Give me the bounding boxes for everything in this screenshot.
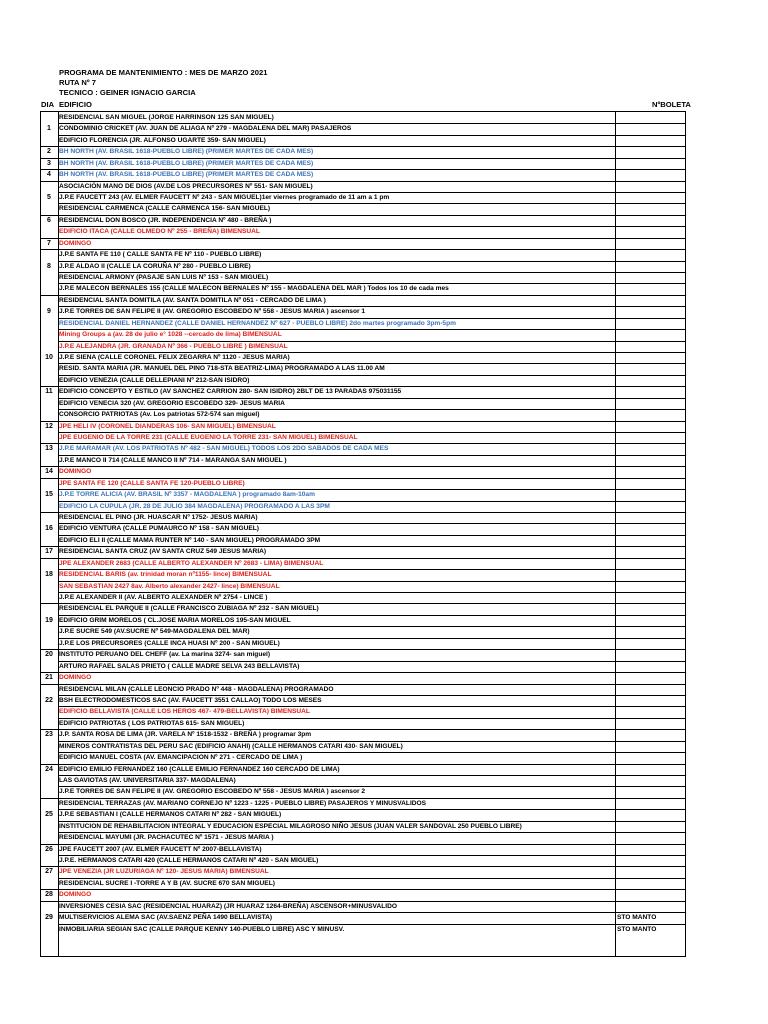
building-cell: EDIFICIO GRIM MORELOS ( CL.JOSE MARIA MORELOS 195-SAN MIGUEL (59, 617, 291, 624)
day-cell: 15 (45, 491, 53, 498)
table-row (41, 238, 685, 249)
building-cell: BSH ELECTRODOMESTICOS SAC (AV. FAUCETT 3551 CALLAO) TODO LOS MESES (59, 697, 322, 704)
day-cell: 18 (45, 571, 53, 578)
building-cell: J.P.E TORRES DE SAN FELIPE II (AV. GREGORIO ESCOBEDO Nº 558 - JESUS MARIA ) ascensor 2 (59, 788, 366, 795)
table-row (41, 741, 685, 752)
building-cell: RESIDENCIAL DANIEL HERNANDEZ (CALLE DANIEL HERNANDEZ Nº 627 - PUEBLO LIBRE) 2do martes programado 3pm-5pm (59, 320, 456, 327)
building-cell: JPE SANTA FE 120 (CALLE SANTA FE 120-PUEBLO LIBRE) (59, 480, 245, 487)
table-row (41, 546, 685, 557)
building-cell: JPE VENEZIA (JR LUZURIAGA Nº 120- JESUS MARIA) BIMENSUAL (59, 868, 269, 875)
column-header-boleta: NºBOLETA (652, 100, 691, 109)
building-cell: JPE EUGENIO DE LA TORRE 231 (CALLE EUGENIO LA TORRE 231- SAN MIGUEL) BIMENSUAL (59, 434, 358, 441)
table-row (41, 318, 685, 329)
building-cell: RESIDENCIAL SANTA DOMITILA (AV. SANTA DOMITILA Nº 051 - CERCADO DE LIMA ) (59, 297, 326, 304)
table-row (41, 306, 685, 317)
day-cell: 25 (45, 811, 53, 818)
table-row (41, 501, 685, 512)
building-cell: RESIDENCIAL EL PINO (JR. HUASCAR Nº 1752- JESUS MARIA) (59, 514, 258, 521)
day-cell: 28 (45, 891, 53, 898)
table-row (41, 466, 685, 477)
table-row (41, 775, 685, 786)
table-row (41, 123, 685, 134)
building-cell: RESIDENCIAL SAN MIGUEL (JORGE HARRINSON 125 SAN MIGUEL) (59, 114, 274, 121)
route-label: RUTA Nº 7 (59, 78, 96, 87)
table-row (41, 592, 685, 603)
table-row (41, 866, 685, 877)
table-row (41, 752, 685, 763)
building-cell: LAS GAVIOTAS (AV. UNIVERSITARIA 337- MAGDALENA) (59, 777, 236, 784)
day-cell: 9 (47, 308, 51, 315)
table-row (41, 661, 685, 672)
table-row (41, 821, 685, 832)
building-cell: RESIDENCIAL BARIS (av. trinidad moran nº1155- lince) BIMENSUAL (59, 571, 272, 578)
table-row (41, 889, 685, 900)
building-cell: J.P.E. HERMANOS CATARI 420 (CALLE HERMANOS CATARI Nº 420 - SAN MIGUEL) (59, 857, 319, 864)
building-cell: INSTITUCION DE REHABILITACION INTEGRAL Y EDUCACION ESPECIAL MILAGROSO NIÑO JESUS (JUAN VALER SANDOVAL 250 PUEBLO LIBRE) (59, 823, 522, 830)
table-row (41, 226, 685, 237)
building-cell: EDIFICIO ITACA (CALLE OLMEDO Nº 255 - BREÑA) BIMENSUAL (59, 228, 260, 235)
building-cell: J.P. SANTA ROSA DE LIMA (JR. VARELA Nº 1518-1532 - BREÑA ) programar 3pm (59, 731, 312, 738)
building-cell: EDIFICIO VENEZIA (CALLE DELLEPIANI Nº 212-SAN ISIDRO) (59, 377, 250, 384)
building-cell: J.P.E MARAMAR (AV. LOS PATRIOTAS Nº 482 - SAN MIGUEL) TODOS LOS 2DO SABADOS DE CADA MES (59, 445, 389, 452)
table-row (41, 684, 685, 695)
building-cell: MINEROS CONTRATISTAS DEL PERU SAC (EDIFICIO ANAHI) (CALLE HERMANOS CATARI 430- SAN MIGUEL) (59, 743, 403, 750)
day-cell: 13 (45, 445, 53, 452)
day-cell: 2 (47, 148, 51, 155)
table-row (41, 901, 685, 912)
table-row (41, 832, 685, 843)
table-row (41, 535, 685, 546)
day-cell: 17 (45, 548, 53, 555)
table-row (41, 192, 685, 203)
table-row (41, 649, 685, 660)
table-row (41, 672, 685, 683)
table-row (41, 558, 685, 569)
day-cell: 19 (45, 617, 53, 624)
table-row (41, 729, 685, 740)
building-cell: RESIDENCIAL SUCRE I -TORRE A Y B (AV. SUCRE 670 SAN MIGUEL) (59, 880, 275, 887)
table-row (41, 272, 685, 283)
building-cell: INVERSIONES CESIA SAC (RESIDENCIAL HUARAZ) (JR HUARAZ 1264-BREÑA) ASCENSOR+MINUSVALIDO (59, 903, 397, 910)
day-cell: 21 (45, 674, 53, 681)
table-row (41, 181, 685, 192)
table-row (41, 432, 685, 443)
table-row (41, 855, 685, 866)
table-row (41, 249, 685, 260)
building-cell: EDIFICIO EMILIO FERNANDEZ 160 (CALLE EMILIO FERNANDEZ 160 CERCADO DE LIMA) (59, 766, 340, 773)
table-row (41, 421, 685, 432)
table-row (41, 718, 685, 729)
building-cell: J.P.E TORRE ALICIA (AV. BRASIL Nº 3357 - MAGDALENA ) programado 8am-10am (59, 491, 315, 498)
building-cell: BH NORTH (AV. BRASIL 1618-PUEBLO LIBRE) (PRIMER MARTES DE CADA MES) (59, 160, 314, 167)
building-cell: RESID. SANTA MARIA (JR. MANUEL DEL PINO 718-STA BEATRIZ-LIMA) PROGRAMADO A LAS 11.00 AM (59, 365, 385, 372)
day-cell: 1 (47, 125, 51, 132)
building-cell: EDIFICIO MANUEL COSTA (AV. EMANCIPACION Nº 271 - CERCADO DE LIMA ) (59, 754, 303, 761)
building-cell: RESIDENCIAL DON BOSCO (JR. INDEPENDENCIA Nº 480 - BREÑA ) (59, 217, 272, 224)
building-cell: J.P.E SUCRE 549 (AV.SUCRE Nº 549-MAGDALENA DEL MAR) (59, 628, 250, 635)
table-row (41, 478, 685, 489)
table-row (41, 706, 685, 717)
building-cell: ASOCIACIÓN MANO DE DIOS (AV.DE LOS PRECURSORES Nº 551- SAN MIGUEL) (59, 183, 313, 190)
building-cell: EDIFICIO VENECIA 320 (AV. GREGORIO ESCOBEDO 329- JESUS MARIA (59, 400, 285, 407)
building-cell: RESIDENCIAL SANTA CRUZ (AV SANTA CRUZ 549 JESUS MARIA) (59, 548, 267, 555)
program-title: PROGRAMA DE MANTENIMIENTO : MES DE MARZO 2021 (59, 68, 268, 77)
building-cell: J.P.E MANCO II 714 (CALLE MANCO II Nº 714 - MARANGA SAN MIGUEL ) (59, 457, 287, 464)
table-row (41, 878, 685, 889)
day-cell: 22 (45, 697, 53, 704)
building-cell: J.P.E ALEJANDRA (JR. GRANADA Nº 366 - PUEBLO LIBRE ) BIMENSUAL (59, 343, 288, 350)
table-row (41, 135, 685, 146)
day-cell: 24 (45, 766, 53, 773)
building-cell: CONDOMINIO CRICKET (AV. JUAN DE ALIAGA Nº 279 - MAGDALENA DEL MAR) PASAJEROS (59, 125, 352, 132)
building-cell: EDIFICIO LA CUPULA (JR. 28 DE JULIO 384 MAGDALENA) PROGRAMADO A LAS 3PM (59, 503, 330, 510)
table-row (41, 809, 685, 820)
building-cell: INSTITUTO PERUANO DEL CHEFF (av. La marina 3274- san miguel) (59, 651, 271, 658)
building-cell: JPE ALEXANDER 2683 (CALLE ALBERTO ALEXANDER Nº 2683 - LIMA) BIMENSUAL (59, 560, 324, 567)
day-cell: 6 (47, 217, 51, 224)
building-cell: CONSORCIO PATRIOTAS (Av. Los patriotas 572-574 san miguel) (59, 411, 260, 418)
building-cell: J.P.E SEBASTIAN I (CALLE HERMANOS CATARI Nº 282 - SAN MIGUEL) (59, 811, 282, 818)
table-row (41, 569, 685, 580)
day-cell: 29 (45, 914, 53, 921)
maintenance-schedule-table (40, 111, 686, 957)
building-cell: SAN SEBASTIAN 2427 8av. Alberto alexander 2427- lince) BIMENSUAL (59, 583, 280, 590)
building-cell: RESIDENCIAL EL PARQUE II (CALLE FRANCISCO ZUBIAGA Nº 232 - SAN MIGUEL) (59, 605, 319, 612)
building-cell: J.P.E SIENA (CALLE CORONEL FELIX ZEGARRA Nº 1120 - JESUS MARIA) (59, 354, 290, 361)
day-cell: 16 (45, 525, 53, 532)
building-cell: MULTISERVICIOS ALEMA SAC (AV.SAENZ PEÑA 1490 BELLAVISTA) (59, 914, 273, 921)
day-cell: 20 (45, 651, 53, 658)
table-row (41, 352, 685, 363)
day-cell: 12 (45, 423, 53, 430)
day-cell: 5 (47, 194, 51, 201)
boleta-cell: STO MANTO (617, 926, 657, 933)
table-row (41, 489, 685, 500)
table-row (41, 341, 685, 352)
table-row (41, 615, 685, 626)
building-cell: J.P.E ALDAO II (CALLE LA CORUÑA Nº 280 - PUEBLO LIBRE) (59, 263, 251, 270)
building-cell: EDIFICIO BELLAVISTA (CALLE LOS HEROS 467- 479-BELLAVISTA) BIMENSUAL (59, 708, 310, 715)
building-cell: J.P.E TORRES DE SAN FELIPE II (AV. GREGORIO ESCOBEDO Nº 558 - JESUS MARIA ) ascensor 1 (59, 308, 366, 315)
day-cell: 7 (47, 240, 51, 247)
building-cell: J.P.E LOS PRECURSORES (CALLE INCA HUASI Nº 200 - SAN MIGUEL) (59, 640, 280, 647)
table-row (41, 512, 685, 523)
table-row (41, 924, 685, 935)
table-row (41, 329, 685, 340)
building-cell: EDIFICIO PATRIOTAS ( LOS PATRIOTAS 615- SAN MIGUEL) (59, 720, 245, 727)
building-cell: RESIDENCIAL ARMONY (PASAJE SAN LUIS Nº 153 - SAN MIGUEL) (59, 274, 269, 281)
building-cell: DOMINGO (59, 674, 92, 681)
table-row (41, 398, 685, 409)
table-row (41, 283, 685, 294)
column-header-edificio: EDIFICIO (59, 100, 92, 109)
table-row (41, 295, 685, 306)
column-header-dia: DIA (41, 100, 55, 109)
table-row (41, 146, 685, 157)
building-cell: JPE FAUCETT 2007 (AV. ELMER FAUCETT Nº 2007-BELLAVISTA) (59, 846, 262, 853)
table-row (41, 261, 685, 272)
day-cell: 4 (47, 171, 51, 178)
day-cell: 26 (45, 846, 53, 853)
building-cell: ARTURO RAFAEL SALAS PRIETO ( CALLE MADRE SELVA 243 BELLAVISTA) (59, 663, 300, 670)
table-row (41, 798, 685, 809)
table-row (41, 523, 685, 534)
building-cell: RESIDENCIAL CARMENCA (CALLE CARMENCA 156- SAN MIGUEL) (59, 205, 271, 212)
building-cell: J.P.E ALEXANDER II (AV. ALBERTO ALEXANDER Nº 2754 - LINCE ) (59, 594, 268, 601)
table-row (41, 581, 685, 592)
building-cell: Mining Groups a (av. 28 de julio e° 1028 --cercado de lima) BIMENSUAL (59, 331, 282, 338)
table-row (41, 169, 685, 180)
table-row (41, 215, 685, 226)
building-cell: EDIFICIO FLORENCIA (JR. ALFONSO UGARTE 359- SAN MIGUEL) (59, 137, 266, 144)
table-row (41, 912, 685, 923)
table-row (41, 695, 685, 706)
technician-label: TECNICO : GEINER IGNACIO GARCIA (59, 88, 196, 97)
table-row (41, 764, 685, 775)
table-row (41, 603, 685, 614)
building-cell: EDIFICIO ELI II (CALLE MAMA RUNTER Nº 140 - SAN MIGUEL) PROGRAMADO 3PM (59, 537, 321, 544)
day-cell: 3 (47, 160, 51, 167)
building-cell: EDIFICIO CONCEPTO Y ESTILO (AV SANCHEZ CARRION 280- SAN ISIDRO) 2BLT DE 13 PARADAS 975031155 (59, 388, 402, 395)
building-cell: BH NORTH (AV. BRASIL 1618-PUEBLO LIBRE) (PRIMER MARTES DE CADA MES) (59, 171, 314, 178)
building-cell: DOMINGO (59, 240, 92, 247)
day-cell: 8 (47, 263, 51, 270)
building-cell: RESIDENCIAL TERRAZAS (AV. MARIANO CORNEJO Nº 1223 - 1225 - PUEBLO LIBRE) PASAJEROS Y MINUSVALIDOS (59, 800, 427, 807)
table-row (41, 375, 685, 386)
building-cell: JPE HELI IV (CORONEL DIANDERAS 106- SAN MIGUEL) BIMENSUAL (59, 423, 276, 430)
building-cell: J.P.E FAUCETT 243 (AV. ELMER FAUCETT Nº 243 - SAN MIGUEL)1er viernes programado de 11 am a 1 pm (59, 194, 390, 201)
table-row (41, 112, 685, 123)
table-row (41, 455, 685, 466)
table-row (41, 158, 685, 169)
building-cell: DOMINGO (59, 468, 92, 475)
table-row (41, 203, 685, 214)
day-cell: 27 (45, 868, 53, 875)
building-cell: DOMINGO (59, 891, 92, 898)
building-cell: RESIDENCIAL MILAN (CALLE LEONCIO PRADO Nº 448 - MAGDALENA) PROGRAMADO (59, 686, 334, 693)
day-cell: 10 (45, 354, 53, 361)
table-row (41, 443, 685, 454)
table-row (41, 363, 685, 374)
day-cell: 14 (45, 468, 53, 475)
table-row (41, 844, 685, 855)
day-cell: 11 (45, 388, 53, 395)
building-cell: J.P.E SANTA FE 110 ( CALLE SANTA FE Nº 110 - PUEBLO LIBRE) (59, 251, 262, 258)
boleta-cell: STO MANTO (617, 914, 657, 921)
building-cell: BH NORTH (AV. BRASIL 1618-PUEBLO LIBRE) (PRIMER MARTES DE CADA MES) (59, 148, 314, 155)
building-cell: EDIFICIO VENTURA (CALLE PUMAURCO Nº 158 - SAN MIGUEL) (59, 525, 259, 532)
table-row (41, 626, 685, 637)
table-row (41, 409, 685, 420)
day-cell: 23 (45, 731, 53, 738)
building-cell: INMOBILIARIA SEGIAN SAC (CALLE PARQUE KENNY 140-PUEBLO LIBRE) ASC Y MINUSV. (59, 926, 345, 933)
table-row (41, 638, 685, 649)
building-cell: RESIDENCIAL MAYUMI (JR. PACHACUTEC Nº 1571 - JESUS MARIA ) (59, 834, 274, 841)
table-row (41, 386, 685, 397)
table-row (41, 786, 685, 797)
building-cell: J.P.E MALECON BERNALES 155 (CALLE MALECON BERNALES Nº 155 - MAGDALENA DEL MAR ) Todos los 10 de cada mes (59, 285, 449, 292)
